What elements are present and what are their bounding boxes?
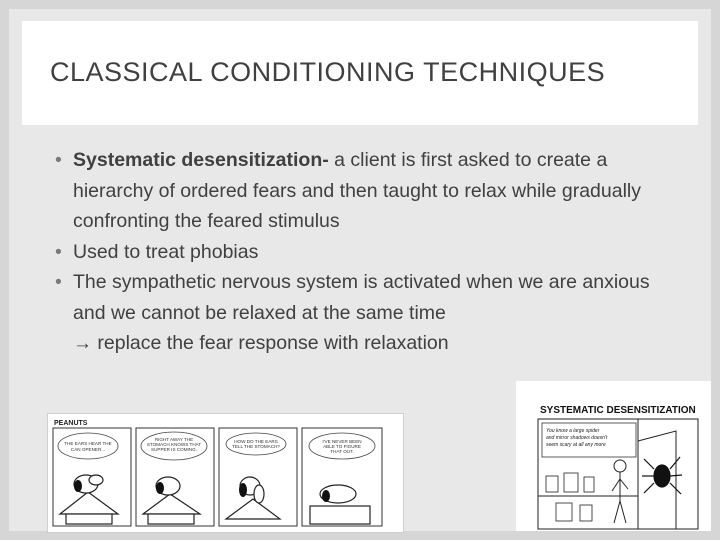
bullet-dot: • <box>55 240 62 263</box>
svg-text:SUPPER IS COMING.: SUPPER IS COMING. <box>151 447 197 452</box>
cartoon-drawing <box>516 381 711 531</box>
svg-text:I'VE NEVER BEEN: I'VE NEVER BEEN <box>322 439 362 444</box>
svg-text:HOW DO THE EARS: HOW DO THE EARS <box>234 439 278 444</box>
desensitization-cartoon-image <box>516 381 711 531</box>
bullet-text: a client is first asked to create a hierarchy of ordered fears and then taught to relax while gradually confronting the feared stimulus <box>73 149 642 232</box>
bullet-dot: • <box>55 149 62 171</box>
bullet-arrow-text: replace the fear response with relaxation <box>92 332 449 354</box>
bullet-item <box>55 145 685 237</box>
arrow-right-icon: → <box>73 333 92 354</box>
bullet-dot: • <box>55 271 62 293</box>
title-box <box>22 21 698 125</box>
svg-text:CAN OPENER...: CAN OPENER... <box>70 447 106 452</box>
svg-text:THAT OUT.: THAT OUT. <box>330 449 354 454</box>
bullet-text: Used to treat phobias <box>73 240 259 263</box>
cartoon-title: SYSTEMATIC DESENSITIZATION <box>540 405 696 416</box>
svg-text:STOMACH KNOWS THAT: STOMACH KNOWS THAT <box>146 442 202 447</box>
svg-text:ABLE TO FIGURE: ABLE TO FIGURE <box>323 444 361 449</box>
bullet-item <box>55 267 685 360</box>
bullet-term: Systematic desensitization- <box>73 149 329 171</box>
comic-drawing <box>48 414 403 532</box>
slide-title: CLASSICAL CONDITIONING TECHNIQUES <box>50 57 606 87</box>
svg-text:seem scary at all any more: seem scary at all any more <box>546 442 606 448</box>
svg-text:RIGHT AWAY THE: RIGHT AWAY THE <box>154 437 194 442</box>
peanuts-comic-image <box>47 413 404 533</box>
bullet-item <box>55 237 685 268</box>
bullet-list <box>55 145 685 360</box>
comic-header: PEANUTS <box>54 420 88 427</box>
svg-text:and mirror shadows doesn't: and mirror shadows doesn't <box>546 435 608 441</box>
svg-text:TELL THE STOMACH?: TELL THE STOMACH? <box>232 444 280 449</box>
svg-text:You know a large spider: You know a large spider <box>546 428 600 434</box>
svg-text:THE EARS HEAR THE: THE EARS HEAR THE <box>64 441 112 446</box>
bullet-text: The sympathetic nervous system is activated when we are anxious and we cannot be relaxed at the same time <box>73 271 650 324</box>
